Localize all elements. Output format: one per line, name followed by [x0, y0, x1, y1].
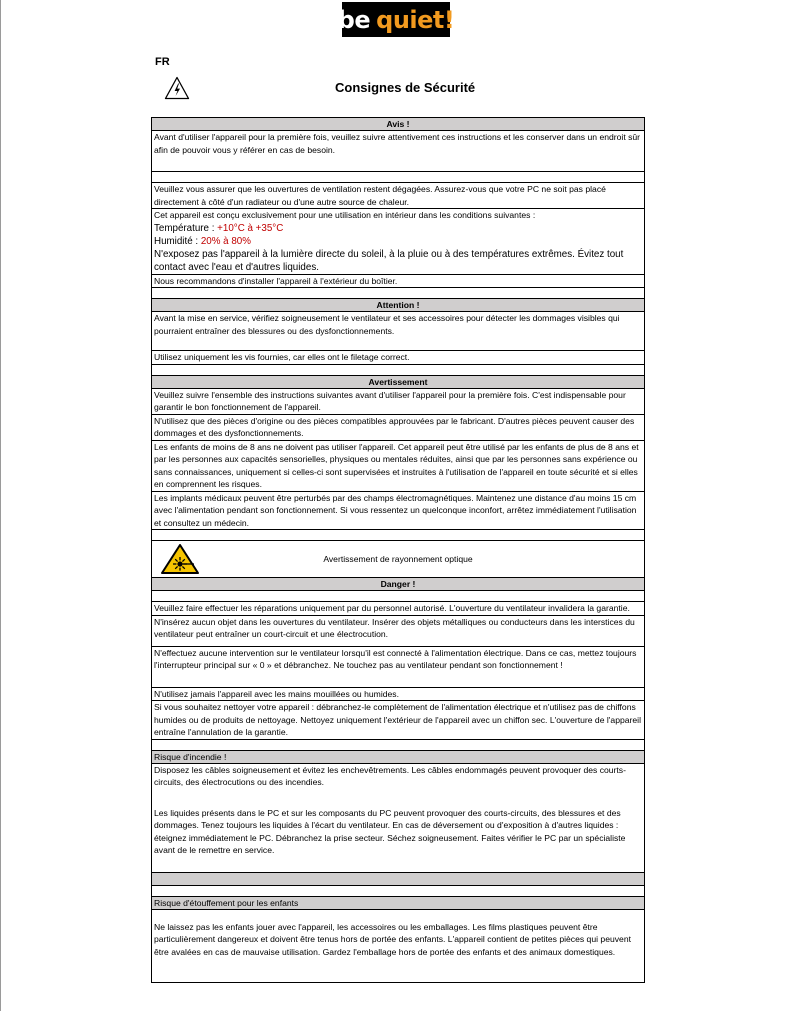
language-code: FR: [155, 56, 170, 68]
danger-paragraph-2: N'insérez aucun objet dans les ouvertures du ventilateur. Insérer des objets métalliques ou conducteurs dans les interstices du ventilateur peut entraîner un court-circuit et une électrocution.: [152, 615, 645, 646]
avis-conditions-cell: [152, 209, 645, 275]
temperature-label: Température :: [154, 222, 218, 234]
etouffement-paragraph-1: Ne laissez pas les enfants jouer avec l'appareil, les accessoires ou les emballages. Les films plastiques peuvent être particulièrement dangereux et doivent être tenus hors de portée des enfants. L'appareil contient de petites pièces qui peuvent être avalées en cas de mauvaise utilisation. Gardez l'emballage hors de portée des enfants et des animaux domestiques.: [154, 921, 631, 957]
danger-paragraph-3: N'effectuez aucune intervention sur le ventilateur lorsqu'il est connecté à l'alimentation électrique. Dans ce cas, mettez toujours l'interrupteur principal sur « 0 » et débranchez. Ne touchez pas au ventilateur pendant son fonctionnement !: [152, 646, 645, 687]
section-heading-avertissement: Avertissement: [152, 375, 645, 388]
humidity-label: Humidité :: [154, 235, 201, 247]
avis-paragraph-2: Veuillez vous assurer que les ouvertures de ventilation restent dégagées. Assurez-vous que votre PC ne soit pas placé directement à côté d'un radiateur ou d'une autre source de chaleur.: [152, 183, 645, 209]
page-edge: [0, 0, 1, 1011]
avertissement-paragraph-2: N'utilisez que des pièces d'origine ou des pièces compatibles approuvées par le fabricant. D'autres pièces peuvent causer des dommages et des dysfonctionnements.: [152, 414, 645, 440]
avis-paragraph-1: Avant d'utiliser l'appareil pour la première fois, veuillez suivre attentivement ces instructions et les conserver dans un endroit sûr afin de pouvoir vous y référer en cas de besoin.: [152, 131, 645, 172]
avertissement-paragraph-3: Les enfants de moins de 8 ans ne doivent pas utiliser l'appareil. Cet appareil peut être utilisé par les enfants de plus de 8 ans et par les personnes aux capacités sensorielles, physiques ou mentales réduites, ainsi que par les personnes sans expérience ou sans connaissances, uniquement si celles-ci sont supervisées et instruites à l'utilisation de l'appareil en toute sécurité et si elles en comprennent les risques.: [152, 440, 645, 491]
danger-paragraph-5: Si vous souhaitez nettoyer votre appareil : débranchez-le complètement de l'alimentation électrique et n'utilisez pas de chiffons humides ou de produits de nettoyage. Nettoyez uniquement l'extérieur de l'appareil avec un chiffon sec. L'ouverture de l'appareil entraîne l'annulation de la garantie.: [152, 701, 645, 740]
logo-text-be: be: [337, 5, 371, 34]
incendie-paragraph-1: Disposez les câbles soigneusement et évitez les enchevêtrements. Les câbles endommagés peuvent provoquer des courts-circuits, des électrocutions ou des incendies.: [154, 764, 626, 787]
temperature-line: [154, 222, 642, 235]
section-heading-incendie: Risque d'incendie !: [152, 750, 645, 763]
section-heading-attention: Attention !: [152, 299, 645, 312]
blank-row: [152, 288, 645, 299]
blank-row: [152, 885, 645, 896]
avis-paragraph-5: Nous recommandons d'installer l'appareil à l'extérieur du boîtier.: [152, 274, 645, 288]
laser-radiation-warning-icon: [160, 543, 200, 575]
section-heading-avis: Avis !: [152, 118, 645, 131]
blank-row: [152, 739, 645, 750]
high-voltage-warning-icon: [164, 76, 190, 100]
section-heading-danger: Danger !: [152, 578, 645, 591]
safety-instructions-table: [151, 117, 645, 983]
blank-row: [152, 591, 645, 602]
avis-paragraph-3: Cet appareil est conçu exclusivement pour une utilisation en intérieur dans les conditions suivantes :: [154, 210, 536, 220]
logo-text-quiet: quiet!: [376, 5, 455, 34]
blank-row: [152, 364, 645, 375]
blank-row: [152, 530, 645, 541]
blank-row: [152, 172, 645, 183]
be-quiet-logo: [337, 2, 455, 37]
section-heading-etouffement: Risque d'étouffement pour les enfants: [152, 896, 645, 909]
avertissement-paragraph-4: Les implants médicaux peuvent être perturbés par des champs électromagnétiques. Maintenez une distance d'au moins 15 cm avec l'alimentation pendant son fonctionnement. Si vous ressentez un quelconque inconfort, arrêtez immédiatement l'utilisation et consultez un médecin.: [152, 491, 645, 530]
avis-paragraph-4: N'exposez pas l'appareil à la lumière directe du soleil, à la pluie ou à des températures extrêmes. Évitez tout contact avec l'eau et d'autres liquides.: [154, 248, 624, 273]
laser-warning-label: Avertissement de rayonnement optique: [323, 553, 473, 564]
humidity-value: 20% à 80%: [200, 235, 251, 247]
incendie-paragraph-2: Les liquides présents dans le PC et sur les composants du PC peuvent provoquer des courts-circuits, des blessures et des dommages. Tenez toujours les liquides à l'écart du ventilateur. En cas de déversement ou d'exposition à d'autres liquides : éteignez immédiatement le PC. Débranchez la prise secteur. Séchez soigneusement. Faites vérifier le PC par un spécialiste avant de le remettre en service.: [154, 807, 626, 855]
avertissement-paragraph-1: Veuillez suivre l'ensemble des instructions suivantes avant d'utiliser l'appareil pour la première fois. C'est indispensable pour garantir le bon fonctionnement de l'appareil.: [152, 388, 645, 414]
humidity-line: [154, 235, 642, 248]
blank-grey-row: [152, 872, 645, 885]
laser-warning-cell: [152, 541, 645, 578]
danger-paragraph-1: Veuillez faire effectuer les réparations uniquement par du personnel autorisé. L'ouverture du ventilateur invalidera la garantie.: [152, 602, 645, 616]
attention-paragraph-1: Avant la mise en service, vérifiez soigneusement le ventilateur et ses accessoires pour détecter les dommages visibles qui pourraient entraîner des blessures ou des dysfonctionnements.: [152, 312, 645, 351]
incendie-cell: [152, 763, 645, 872]
temperature-value: +10°C à +35°C: [217, 222, 284, 234]
danger-paragraph-4: N'utilisez jamais l'appareil avec les mains mouillées ou humides.: [152, 687, 645, 701]
attention-paragraph-2: Utilisez uniquement les vis fournies, car elles ont le filetage correct.: [152, 351, 645, 365]
page-title: Consignes de Sécurité: [335, 80, 476, 95]
etouffement-cell: [152, 909, 645, 982]
